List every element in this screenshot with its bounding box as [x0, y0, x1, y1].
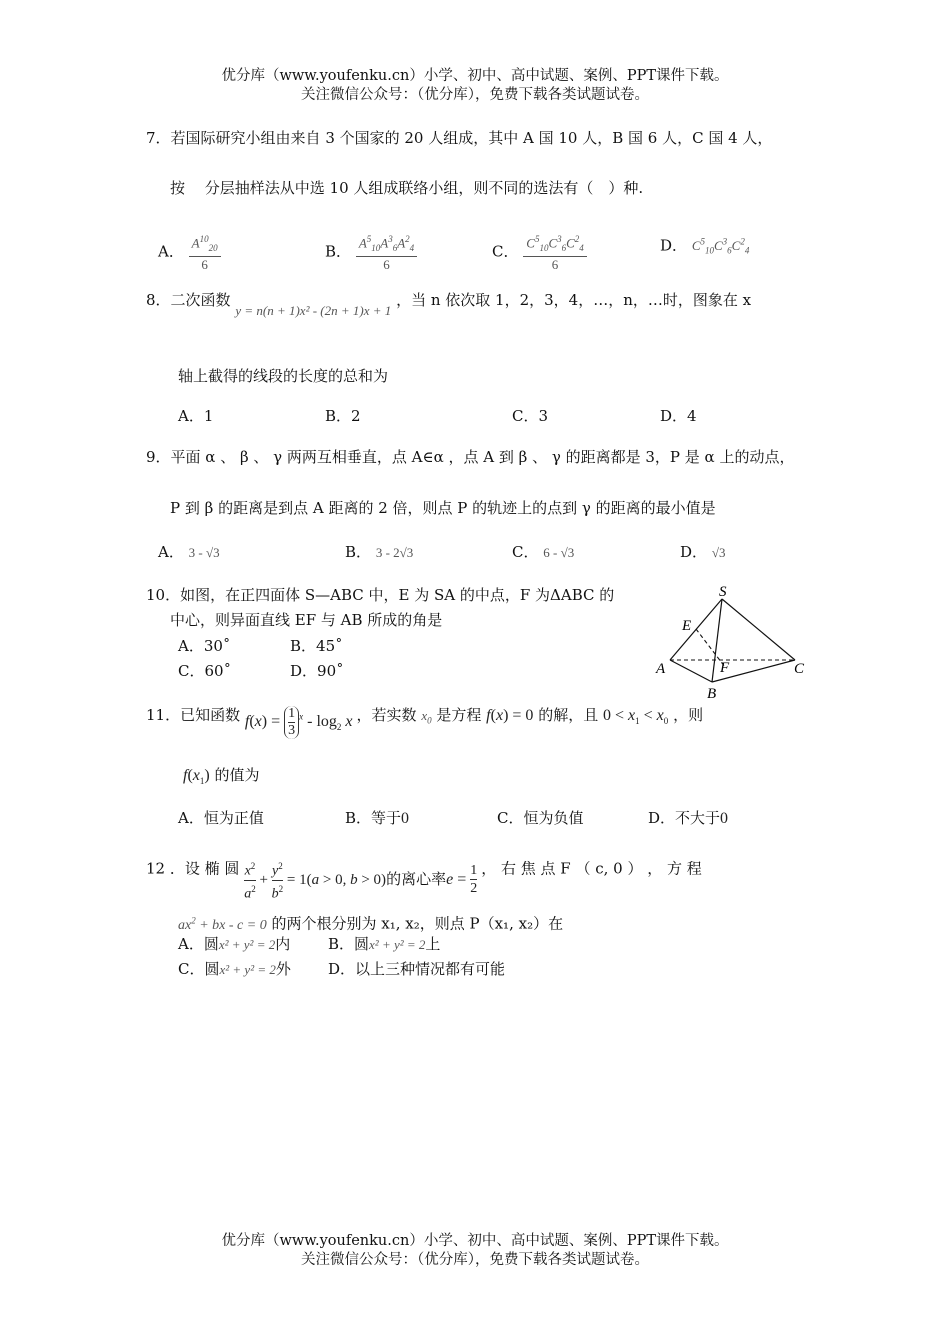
label-s: S [719, 584, 727, 600]
q10-option-c: C．60˚ [178, 662, 232, 680]
q12-roots-text: 的两个根分别为 x₁, x₂，则点 P（x₁, x₂）在 [271, 914, 564, 933]
q7-option-b-formula: $\frac{A^5_{10}A^3_6A^2_4}{6}$ [356, 232, 417, 273]
q11-equation-text: 是方程 [436, 706, 482, 725]
q7-option-b [325, 232, 417, 273]
q12-option-b-suffix: 上 [425, 935, 441, 953]
q9-option-c-label: C． [512, 543, 539, 561]
q12-option-c-circle: x² + y² = 2 [219, 962, 276, 977]
edge-sc [722, 599, 795, 660]
label-a: A [656, 661, 666, 677]
q11-function-formula: f(x) = $\frac{1}{3}$ $^x - \log_2 x$ [244, 706, 353, 738]
q9-line-2: P 到 β 的距离是到点 A 距离的 2 倍，则点 P 的轨迹上的点到 γ 的距离的最小值是 [170, 499, 716, 517]
q11-option-d [648, 808, 728, 829]
q10-line-1: 10．如图，在正四面体 S—ABC 中，E 为 SA 的中点，F 为ΔABC 的 [146, 586, 615, 604]
q12-option-c-label: C．圆 [178, 960, 220, 978]
q9-option-a-value: 3 - √3 [188, 545, 220, 560]
q12-eccentricity-formula: e = $\frac{1}{2}$ [446, 863, 478, 897]
q9-option-b [345, 542, 413, 563]
q11-value-text: 的值为 [214, 766, 260, 784]
q12-eccentricity-text: 的离心率 [386, 869, 447, 888]
q11-option-a: A．恒为正值 [178, 809, 264, 827]
q11-x0: $x_0$ [421, 708, 432, 726]
q10-option-d: D．90˚ [290, 662, 344, 680]
q11-option-b-label: B．等于 [345, 809, 402, 827]
label-e: E [682, 618, 692, 634]
q11-line-2 [183, 765, 260, 791]
q7-option-c-label: C． [492, 242, 519, 261]
header-line-1: 优分库（www.youfenku.cn）小学、初中、高中试题、案例、PPT课件下载。 [221, 68, 729, 84]
q12-option-b [328, 934, 440, 955]
q11-line-1 [146, 700, 704, 738]
q8-option-d: D．4 [660, 407, 697, 425]
q11-option-d-value: 0 [720, 810, 729, 827]
edge-ab [670, 660, 712, 682]
q11-f-x1: $f(x_1)$ [183, 767, 210, 787]
q12-intro: 12 ．设 椭 圆 [146, 859, 240, 878]
q9-option-a-label: A． [158, 543, 184, 561]
q11-option-b [345, 808, 409, 829]
q12-ellipse-formula: $\frac{x^2}{a^2}$ + $\frac{y^2}{b^2}$ = 1(a > 0, b > 0) [244, 872, 386, 888]
q12-option-a-circle: x² + y² = 2 [218, 937, 276, 952]
header-line-2: 关注微信公众号：（优分库），免费下载各类试题试卷。 [301, 87, 649, 103]
q12-line-2 [178, 910, 563, 936]
q11-equation: f(x) = 0 [486, 707, 534, 725]
footer-line-1: 优分库（www.youfenku.cn）小学、初中、高中试题、案例、PPT课件下载。 [221, 1233, 729, 1249]
q9-option-d [680, 542, 725, 563]
q9-option-d-value: √3 [711, 545, 726, 560]
q10-option-b: B．45˚ [290, 637, 343, 655]
q9-option-b-value: 3 - 2√3 [375, 545, 414, 560]
q7-option-a-label: A． [158, 242, 184, 261]
q8-function-formula: y = n(n + 1)x² - (2n + 1)x + 1 [235, 303, 392, 318]
label-b: B [707, 686, 717, 702]
q11-real-number-text: ，若实数 [356, 706, 417, 725]
q8-option-b: B．2 [325, 407, 361, 425]
q11-option-c: C．恒为负值 [497, 809, 584, 827]
q9-line-1: 9．平面 α 、 β 、 γ 两两互相垂直，点 A∈α ，点 A 到 β 、 γ 的距离都是 3，P 是 α 上的动点， [146, 448, 795, 466]
q12-quadratic-equation: $ax^2$ + bx - c = 0 [178, 915, 267, 933]
q12-option-b-circle: x² + y² = 2 [369, 937, 426, 952]
q9-option-d-label: D． [680, 543, 708, 561]
q7-option-c-formula: $\frac{C^5_{10}C^3_6C^2_4}{6}$ [523, 232, 587, 273]
q9-option-a [158, 542, 220, 563]
label-c: C [794, 661, 805, 677]
q12-option-a-suffix: 内 [275, 935, 291, 953]
q12-option-c [178, 959, 291, 980]
q7-option-a-formula: $\frac{A^{10}_{20}}{6}$ [189, 232, 221, 273]
q11-intro: 11．已知函数 [146, 706, 241, 725]
q12-line-1 [146, 848, 702, 902]
q10-option-a: A．30˚ [178, 637, 231, 655]
q7-option-a [158, 232, 221, 273]
q12-option-a [178, 934, 290, 955]
q11-option-b-value: 0 [401, 810, 410, 827]
q8-intro: 8．二次函数 [146, 291, 231, 309]
q12-option-a-label: A．圆 [178, 935, 219, 953]
q12-option-b-label: B．圆 [328, 935, 370, 953]
q9-option-c-value: 6 - √3 [543, 545, 575, 560]
q7-line-1: 7．若国际研究小组由来自 3 个国家的 20 人组成，其中 A 国 10 人，B 国 6 人，C 国 4 人， [146, 129, 773, 147]
footer-line-2: 关注微信公众号：（优分库），免费下载各类试题试卷。 [301, 1252, 649, 1268]
q7-option-d-label: D． [660, 236, 688, 255]
q11-inequality: $0 < x_1 < x_0$ [603, 707, 669, 727]
q10-line-2: 中心，则异面直线 EF 与 AB 所成的角是 [170, 611, 443, 629]
q12-option-d: D．以上三种情况都有可能 [328, 960, 506, 978]
q7-option-d [660, 232, 749, 261]
tetrahedron-figure [650, 580, 820, 705]
q7-option-c [492, 232, 587, 273]
q11-option-d-label: D．不大于 [648, 809, 721, 827]
q11-then-text: ，则 [673, 706, 704, 725]
q11-solution-text: 的解，且 [538, 706, 599, 725]
q8-line-1 [146, 290, 752, 318]
q8-line-2: 轴上截得的线段的长度的总和为 [178, 367, 389, 385]
q12-focus-text: ， 右 焦 点 F （ c, 0 ） ， 方 程 [481, 859, 702, 878]
q8-option-c: C．3 [512, 407, 549, 425]
label-f: F [720, 660, 730, 676]
q9-option-b-label: B． [345, 543, 372, 561]
q7-line-2: 按 分层抽样法从中选 10 人组成联络小组，则不同的选法有（ ）种. [170, 179, 644, 197]
q8-condition: ，当 n 依次取 1，2，3，4，…，n，…时，图象在 x [396, 291, 752, 309]
q12-option-c-suffix: 外 [275, 960, 291, 978]
q7-option-b-label: B． [325, 242, 352, 261]
q9-option-c [512, 542, 574, 563]
q8-option-a: A．1 [178, 407, 214, 425]
q7-option-d-formula: $C^5_{10}C^3_6C^2_4$ [691, 237, 750, 256]
